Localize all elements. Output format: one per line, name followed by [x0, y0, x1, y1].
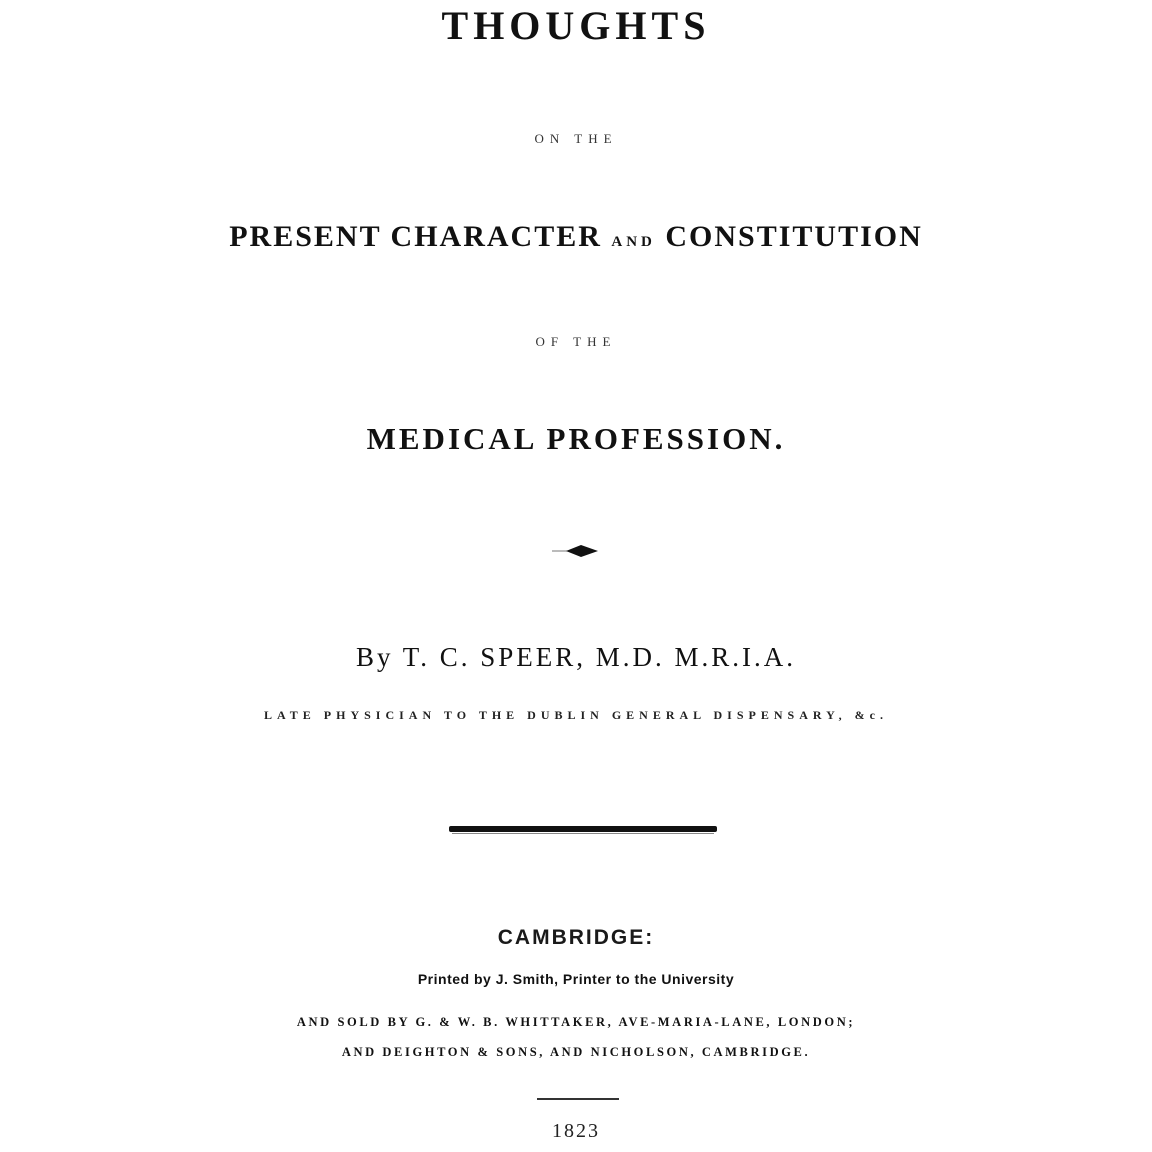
title-connector-of-the: OF THE — [535, 334, 617, 349]
imprint-place: CAMBRIDGE: — [497, 926, 655, 949]
thick-divider-rule — [449, 826, 717, 832]
subtitle-part-2: CONSTITUTION — [665, 220, 923, 253]
subtitle-part-1: PRESENT CHARACTER — [229, 220, 602, 253]
author-name: T. C. SPEER, M.D. M.R.I.A. — [402, 642, 797, 672]
imprint-sold-line-2: AND DEIGHTON & SONS, AND NICHOLSON, CAMBRIDGE. — [341, 1045, 811, 1059]
thick-divider-rule-shadow — [452, 833, 714, 834]
author-by: By — [355, 642, 394, 672]
book-subtitle — [0, 220, 1152, 254]
imprint-printer: Printed by J. Smith, Printer to the University — [417, 971, 735, 987]
diamond-dash-ornament-icon — [552, 541, 602, 561]
imprint-sold-line-1: AND SOLD BY G. & W. B. WHITTAKER, AVE-MARIA-LANE, LONDON; — [296, 1015, 856, 1029]
book-title: THOUGHTS — [441, 3, 711, 48]
author-line — [0, 642, 1152, 673]
author-affiliation: LATE PHYSICIAN TO THE DUBLIN GENERAL DISPENSARY, &c. — [264, 708, 888, 722]
title-connector-on-the: ON THE — [534, 131, 618, 146]
imprint-year: 1823 — [552, 1120, 600, 1142]
short-divider-rule — [537, 1098, 619, 1100]
book-subject: MEDICAL PROFESSION. — [366, 421, 786, 456]
subtitle-and: AND — [611, 234, 656, 250]
